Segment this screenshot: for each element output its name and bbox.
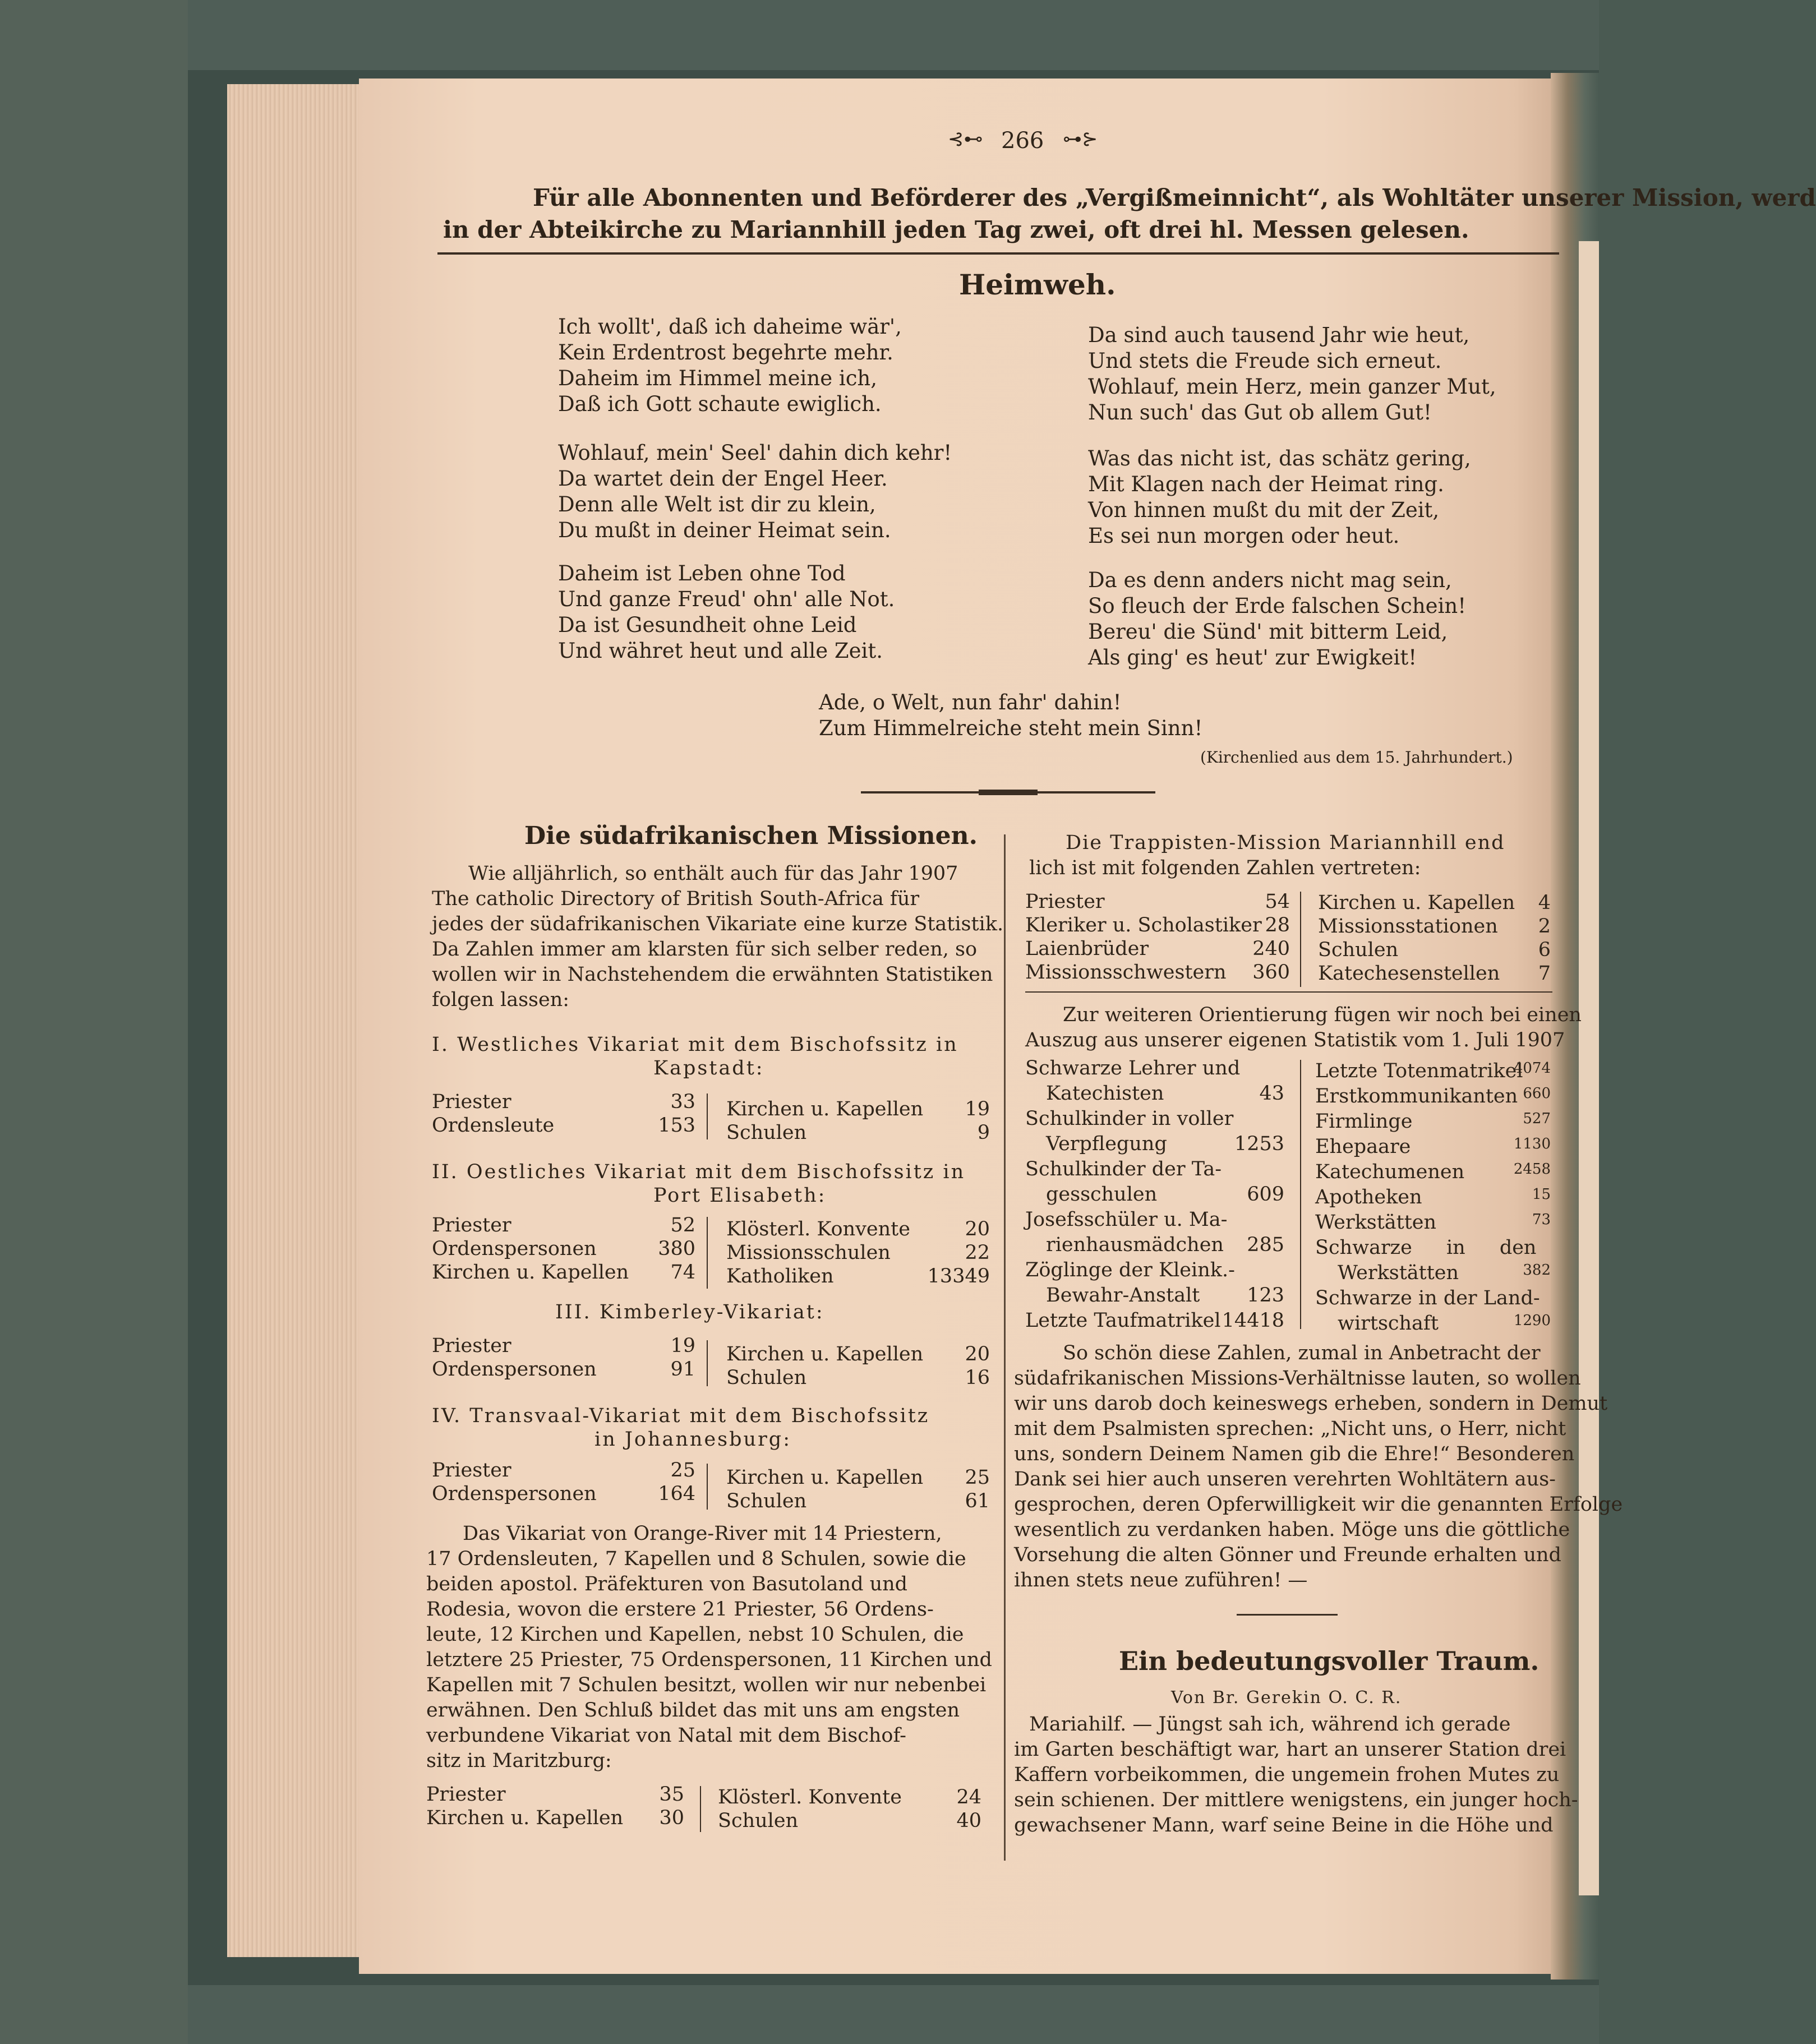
stat-label: Priester bbox=[1025, 890, 1105, 913]
stat-label: Kleriker u. Scholastiker bbox=[1025, 914, 1262, 936]
poem-line: Von hinnen mußt du mit der Zeit, bbox=[1088, 498, 1440, 522]
right-intro-line: Die Trappisten-Mission Mariannhill end bbox=[1066, 832, 1505, 854]
stat-label: Laienbrüder bbox=[1025, 938, 1149, 960]
article-title-missionen: Die südafrikanischen Missionen. bbox=[524, 822, 978, 850]
para-line: im Garten beschäftigt war, hart an unserer Station drei bbox=[1014, 1738, 1566, 1761]
poem-line: Wohlauf, mein Herz, mein ganzer Mut, bbox=[1088, 375, 1496, 399]
stat-value: 380 bbox=[658, 1238, 695, 1260]
stat-divider bbox=[707, 1464, 708, 1510]
stat-divider bbox=[1300, 892, 1301, 987]
poem-line: Nun such' das Gut ob allem Gut! bbox=[1088, 400, 1432, 425]
vicariate-heading: Port Elisabeth: bbox=[653, 1184, 827, 1207]
stat-value: 43 bbox=[1259, 1082, 1284, 1105]
poem-line: Daheim im Himmel meine ich, bbox=[558, 366, 878, 390]
stat-value: 609 bbox=[1247, 1183, 1284, 1206]
stat-label: Katechumenen bbox=[1315, 1161, 1465, 1183]
para-line: Mariahilf. — Jüngst sah ich, während ich gerade bbox=[1029, 1713, 1511, 1736]
stat-value: 20 bbox=[965, 1343, 990, 1365]
stat-label: Kirchen u. Kapellen bbox=[432, 1261, 629, 1284]
stat-label: Erstkommunikanten bbox=[1315, 1085, 1518, 1108]
stat-value: 240 bbox=[1252, 938, 1290, 960]
stat-value: 164 bbox=[658, 1483, 695, 1505]
poem-line: Was das nicht ist, das schätz gering, bbox=[1088, 446, 1471, 470]
stat-value: 20 bbox=[965, 1218, 990, 1240]
poem-line: Bereu' die Sünd' mit bitterm Leid, bbox=[1088, 620, 1448, 644]
stat-label: Werkstätten bbox=[1338, 1262, 1459, 1284]
intro-line: jedes der südafrikanischen Vikariate eine kurze Statistik. bbox=[432, 913, 1004, 935]
stat-value: 40 bbox=[956, 1810, 981, 1832]
para-line: sitz in Maritzburg: bbox=[426, 1750, 612, 1772]
poem-line: Da ist Gesundheit ohne Leid bbox=[558, 613, 857, 637]
para-line: Das Vikariat von Orange-River mit 14 Priestern, bbox=[463, 1522, 942, 1545]
stat-label: gesschulen bbox=[1046, 1183, 1158, 1206]
para-line: Kaffern vorbeikommen, die ungemein frohen Mutes zu bbox=[1014, 1764, 1560, 1786]
para-line: leute, 12 Kirchen und Kapellen, nebst 10 Schulen, die bbox=[426, 1623, 964, 1646]
stat-label: Zöglinge der Kleink.- bbox=[1025, 1259, 1235, 1281]
vicariate-heading: IV. Transvaal-Vikariat mit dem Bischofssitz bbox=[432, 1405, 930, 1427]
stat-value: 25 bbox=[965, 1466, 990, 1489]
stat-value: 360 bbox=[1252, 961, 1290, 984]
stat-value: 52 bbox=[670, 1214, 695, 1236]
para-line: Dank sei hier auch unseren verehrten Wohltätern aus- bbox=[1014, 1468, 1556, 1491]
stat-label: Schulen bbox=[726, 1122, 807, 1144]
stat-label: Schwarze in der Land- bbox=[1315, 1287, 1540, 1309]
stat-label: Ordenspersonen bbox=[432, 1483, 597, 1505]
stat-value: 91 bbox=[670, 1358, 695, 1381]
intro-line: wollen wir in Nachstehendem die erwähnten Statistiken bbox=[432, 963, 993, 986]
stat-value: 24 bbox=[956, 1786, 981, 1808]
stat-label: Firmlinge bbox=[1315, 1110, 1413, 1133]
para-line: 17 Ordensleuten, 7 Kapellen und 8 Schulen, sowie die bbox=[426, 1548, 966, 1570]
stat-label: Kirchen u. Kapellen bbox=[1318, 892, 1515, 914]
stat-value: 2 bbox=[1538, 915, 1551, 938]
para-line: So schön diese Zahlen, zumal in Anbetracht der bbox=[1063, 1342, 1541, 1364]
stat-label: Schwarze Lehrer und bbox=[1025, 1057, 1241, 1079]
intro-line: folgen lassen: bbox=[432, 989, 570, 1011]
stat-value: 153 bbox=[658, 1114, 695, 1137]
intro-line: The catholic Directory of British South-Africa für bbox=[432, 888, 920, 910]
stats-rule bbox=[1025, 991, 1552, 993]
vicariate-heading: Kapstadt: bbox=[653, 1057, 764, 1079]
stat-label: Letzte Totenmatrikel bbox=[1315, 1060, 1523, 1082]
poem-line: Und währet heut und alle Zeit. bbox=[558, 639, 883, 663]
vicariate-heading: in Johannesburg: bbox=[594, 1428, 792, 1451]
vicariate-heading: II. Oestliches Vikariat mit dem Bischofssitz in bbox=[432, 1161, 966, 1183]
stat-label: rienhausmädchen bbox=[1046, 1234, 1224, 1256]
article-separator bbox=[1237, 1614, 1338, 1616]
poem-line: Da es denn anders nicht mag sein, bbox=[1088, 568, 1452, 592]
stat-label: Josefsschüler u. Ma- bbox=[1025, 1208, 1228, 1231]
stat-label: Schulen bbox=[718, 1810, 799, 1832]
stat-label: Werkstätten bbox=[1315, 1211, 1437, 1234]
stat-label: Ordensleute bbox=[432, 1114, 555, 1137]
para-line: gesprochen, deren Opferwilligkeit wir die genannten Erfolge bbox=[1014, 1493, 1623, 1516]
stat-label: Priester bbox=[432, 1091, 511, 1113]
header-rule bbox=[437, 252, 1559, 255]
page-number: 266 bbox=[1001, 128, 1044, 154]
article-title-traum: Ein bedeutungsvoller Traum. bbox=[1119, 1646, 1540, 1676]
stat-divider bbox=[707, 1340, 708, 1386]
stat-label: Klösterl. Konvente bbox=[726, 1218, 910, 1240]
stat-label: Schulkinder der Ta- bbox=[1025, 1158, 1222, 1180]
stat-value: 14418 bbox=[1222, 1309, 1284, 1332]
poem-line: Daheim ist Leben ohne Tod bbox=[558, 561, 846, 585]
stat-label: Klösterl. Konvente bbox=[718, 1786, 902, 1808]
poem-line: Kein Erdentrost begehrte mehr. bbox=[558, 340, 893, 364]
stat-value: 4 bbox=[1538, 892, 1551, 914]
poem-line: Als ging' es heut' zur Ewigkeit! bbox=[1088, 645, 1417, 670]
para-line: mit dem Psalmisten sprechen: „Nicht uns, o Herr, nicht bbox=[1014, 1418, 1566, 1440]
stat-value: 9 bbox=[977, 1122, 990, 1144]
stat-label: wirtschaft bbox=[1338, 1312, 1439, 1335]
stat-value: 660 bbox=[1523, 1085, 1551, 1102]
para-line: wir uns darob doch keineswegs erheben, sondern in Demut bbox=[1014, 1392, 1608, 1415]
poem-source: (Kirchenlied aus dem 15. Jahrhundert.) bbox=[1200, 748, 1513, 767]
stat-value: 35 bbox=[659, 1783, 684, 1806]
header-notice-line-2: in der Abteikirche zu Mariannhill jeden Tag zwei, oft drei hl. Messen gelesen. bbox=[443, 216, 1469, 243]
poem-closing-line: Zum Himmelreiche steht mein Sinn! bbox=[819, 716, 1203, 740]
para-line: beiden apostol. Präfekturen von Basutoland und bbox=[426, 1573, 908, 1595]
stat-label: Bewahr-Anstalt bbox=[1046, 1284, 1200, 1307]
stat-value: 1130 bbox=[1513, 1136, 1551, 1152]
stat-label: Schulkinder in voller bbox=[1025, 1108, 1234, 1130]
stat-label: Kirchen u. Kapellen bbox=[726, 1098, 924, 1120]
para-line: uns, sondern Deinem Namen gib die Ehre!“ Besonderen bbox=[1014, 1443, 1575, 1465]
stat-label: Priester bbox=[432, 1214, 511, 1236]
stat-value: 285 bbox=[1247, 1234, 1284, 1256]
poem-line: Denn alle Welt ist dir zu klein, bbox=[558, 492, 876, 516]
intro-line: Da Zahlen immer am klarsten für sich selber reden, so bbox=[432, 938, 978, 961]
stat-label: Ordenspersonen bbox=[432, 1238, 597, 1260]
page-edges bbox=[227, 84, 365, 1957]
para-line: Vorsehung die alten Gönner und Freunde erhalten und bbox=[1014, 1544, 1561, 1566]
para-line: erwähnen. Den Schluß bildet das mit uns am engsten bbox=[426, 1699, 960, 1722]
poem-line: Ich wollt', daß ich daheime wär', bbox=[558, 315, 902, 339]
stat-label: Schwarze in den bbox=[1315, 1236, 1537, 1259]
page-number-ornament-right: ⊶⊱ bbox=[1063, 128, 1098, 150]
poem-line: Es sei nun morgen oder heut. bbox=[1088, 524, 1400, 548]
stat-label: Katechesenstellen bbox=[1318, 962, 1500, 985]
para-line: letztere 25 Priester, 75 Ordenspersonen, 11 Kirchen und bbox=[426, 1649, 992, 1671]
para-line: Rodesia, wovon die erstere 21 Priester, 56 Ordens- bbox=[426, 1598, 934, 1621]
para-line: südafrikanischen Missions-Verhältnisse lauten, so wollen bbox=[1014, 1367, 1581, 1390]
poem-line: Und stets die Freude sich erneut. bbox=[1088, 349, 1442, 373]
poem-title: Heimweh. bbox=[959, 268, 1116, 301]
para-line: Kapellen mit 7 Schulen besitzt, wollen wir nur nebenbei bbox=[426, 1674, 987, 1696]
right-intro-line: lich ist mit folgenden Zahlen vertreten: bbox=[1029, 857, 1421, 879]
stat-value: 73 bbox=[1532, 1211, 1551, 1228]
stat-value: 74 bbox=[670, 1261, 695, 1284]
article-byline: Von Br. Gerekin O. C. R. bbox=[1171, 1688, 1402, 1708]
poem-line: Da wartet dein der Engel Heer. bbox=[558, 467, 888, 491]
column-divider bbox=[1004, 834, 1006, 1861]
para-line: ihnen stets neue zuführen! — bbox=[1014, 1569, 1308, 1591]
stat-divider bbox=[707, 1093, 708, 1139]
stat-value: 19 bbox=[965, 1098, 990, 1120]
stat-value: 1290 bbox=[1513, 1312, 1551, 1329]
stat-label: Kirchen u. Kapellen bbox=[426, 1807, 624, 1829]
header-notice-line-1: Für alle Abonnenten und Beförderer des „Vergißmeinnicht“, als Wohltäter unserer Mission, werd bbox=[533, 184, 1816, 211]
para-line: sein schienen. Der mittlere wenigstens, ein junger hoch- bbox=[1014, 1789, 1578, 1811]
table-surface bbox=[0, 0, 188, 2044]
stat-label: Kirchen u. Kapellen bbox=[726, 1343, 924, 1365]
stat-value: 16 bbox=[965, 1367, 990, 1389]
poem-line: Mit Klagen nach der Heimat ring. bbox=[1088, 472, 1444, 496]
stat-value: 6 bbox=[1538, 939, 1551, 961]
poem-line: Da sind auch tausend Jahr wie heut, bbox=[1088, 323, 1470, 347]
intro-line: Wie alljährlich, so enthält auch für das Jahr 1907 bbox=[468, 862, 958, 885]
stat-label: Katholiken bbox=[726, 1265, 834, 1288]
stat-value: 28 bbox=[1265, 914, 1290, 936]
stat-label: Priester bbox=[426, 1783, 506, 1806]
page-number-ornament-left: ⊰⊷ bbox=[948, 128, 983, 150]
stat-label: Ehepaare bbox=[1315, 1136, 1411, 1158]
stat-label: Priester bbox=[432, 1459, 511, 1482]
stat-value: 30 bbox=[659, 1807, 684, 1829]
stat-label: Schulen bbox=[1318, 939, 1399, 961]
stat-label: Apotheken bbox=[1315, 1186, 1422, 1208]
section-separator-center bbox=[979, 790, 1038, 795]
stat-value: 527 bbox=[1523, 1110, 1551, 1127]
stat-value: 19 bbox=[670, 1335, 695, 1357]
stat-value: 1253 bbox=[1234, 1133, 1284, 1155]
stat-label: Schulen bbox=[726, 1367, 807, 1389]
stat-value: 382 bbox=[1523, 1262, 1551, 1279]
stat-value: 15 bbox=[1532, 1186, 1551, 1203]
poem-line: So fleuch der Erde falschen Schein! bbox=[1088, 594, 1467, 618]
poem-line: Und ganze Freud' ohn' alle Not. bbox=[558, 587, 895, 611]
stat-value: 33 bbox=[670, 1091, 695, 1113]
stat-label: Katechisten bbox=[1046, 1082, 1164, 1105]
stat-value: 61 bbox=[965, 1490, 990, 1512]
stat-label: Kirchen u. Kapellen bbox=[726, 1466, 924, 1489]
stat-value: 2458 bbox=[1513, 1161, 1551, 1178]
para-line: wesentlich zu verdanken haben. Möge uns die göttliche bbox=[1014, 1519, 1570, 1541]
stat-label: Missionsschulen bbox=[726, 1242, 891, 1264]
stat-value: 4074 bbox=[1513, 1060, 1551, 1077]
poem-line: Wohlauf, mein' Seel' dahin dich kehr! bbox=[558, 441, 952, 465]
para-line: Auszug aus unserer eigenen Statistik vom 1. Juli 1907 bbox=[1025, 1029, 1565, 1051]
poem-line: Du mußt in deiner Heimat sein. bbox=[558, 518, 891, 542]
stat-value: 7 bbox=[1538, 962, 1551, 985]
stat-value: 123 bbox=[1247, 1284, 1284, 1307]
stat-value: 22 bbox=[965, 1242, 990, 1264]
stat-divider bbox=[707, 1217, 708, 1289]
poem-closing-line: Ade, o Welt, nun fahr' dahin! bbox=[819, 690, 1122, 714]
stat-label: Missionsstationen bbox=[1318, 915, 1498, 938]
stat-value: 54 bbox=[1265, 890, 1290, 913]
stat-value: 25 bbox=[670, 1459, 695, 1482]
stat-divider bbox=[700, 1786, 701, 1832]
stat-label: Priester bbox=[432, 1335, 511, 1357]
vicariate-heading: III. Kimberley-Vikariat: bbox=[555, 1301, 824, 1323]
stat-value: 13349 bbox=[927, 1265, 990, 1288]
stat-label: Schulen bbox=[726, 1490, 807, 1512]
stat-divider bbox=[1300, 1060, 1301, 1329]
para-line: Zur weiteren Orientierung fügen wir noch bei einen bbox=[1063, 1004, 1582, 1026]
stat-label: Ordenspersonen bbox=[432, 1358, 597, 1381]
stat-label: Letzte Taufmatrikel bbox=[1025, 1309, 1221, 1332]
para-line: verbundene Vikariat von Natal mit dem Bischof- bbox=[426, 1724, 906, 1747]
poem-line: Daß ich Gott schaute ewiglich. bbox=[558, 392, 882, 416]
facing-page-edge bbox=[1579, 241, 1599, 1895]
para-line: gewachsener Mann, warf seine Beine in die Höhe und bbox=[1014, 1814, 1554, 1837]
stat-label: Verpflegung bbox=[1046, 1133, 1167, 1155]
vicariate-heading: I. Westliches Vikariat mit dem Bischofssitz in bbox=[432, 1033, 958, 1056]
stat-label: Missionsschwestern bbox=[1025, 961, 1227, 984]
